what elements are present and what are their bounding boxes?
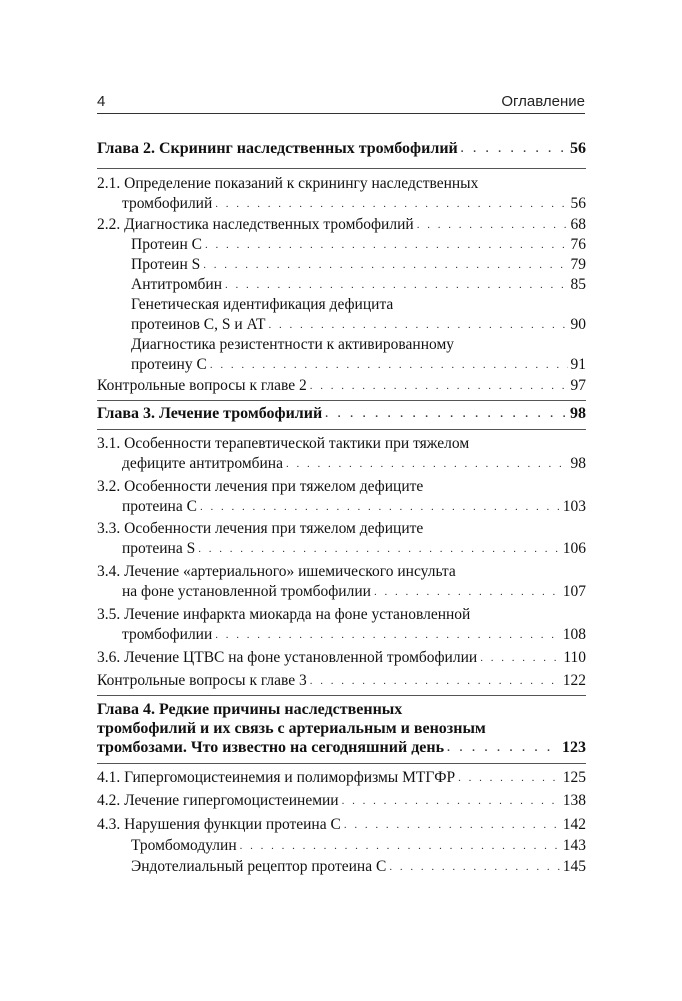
dot-leader <box>417 219 568 231</box>
dot-leader <box>374 586 560 598</box>
toc-entry-3-5[interactable]: тромбофилии . . . 108 <box>122 625 586 645</box>
toc-entry-3-4[interactable]: на фоне установленной тромбофилии . . . 107 <box>122 582 586 602</box>
toc-chapter-4-line1[interactable]: Глава 4. Редкие причины наследственных <box>97 701 403 718</box>
toc-sub-protein-s[interactable]: Протеин S . . . 79 <box>131 255 586 275</box>
toc-sub-genetic[interactable]: протеинов C, S и AT . . . 90 <box>131 315 586 335</box>
dot-leader <box>286 458 568 470</box>
chapter-rule <box>97 400 586 401</box>
header-rule <box>97 113 585 114</box>
dot-leader <box>458 772 560 784</box>
toc-sub-resistance-line1[interactable]: Диагностика резистентности к активированному <box>131 336 455 353</box>
toc-sub-epcr[interactable]: Эндотелиальный рецептор протеина C . . . 145 <box>131 857 586 877</box>
toc-sub-resistance[interactable]: протеину C . . . 91 <box>131 355 586 375</box>
toc-chapter-4-line2[interactable]: тромбофилий и их связь с артериальным и венозным <box>97 720 486 737</box>
toc-chapter-4[interactable]: тромбозами. Что известно на сегодняшний день . . . 123 <box>97 738 586 758</box>
toc-entry-4-3[interactable]: 4.3. Нарушения функции протеина C . . . 142 <box>97 815 586 835</box>
dot-leader <box>447 742 559 754</box>
chapter-rule <box>97 763 586 764</box>
dot-leader <box>268 319 567 331</box>
toc-entry-3-1[interactable]: дефиците антитромбина . . . 98 <box>122 454 586 474</box>
toc-entry-3-6[interactable]: 3.6. Лечение ЦТВС на фоне установленной тромбофилии . . . 110 <box>97 648 586 668</box>
chapter-rule <box>97 429 586 430</box>
toc-entry-4-2[interactable]: 4.2. Лечение гипергомоцистеинемии . . . 138 <box>97 791 586 811</box>
page-number: 4 <box>97 93 106 110</box>
dot-leader <box>203 259 567 271</box>
dot-leader <box>310 675 560 687</box>
toc-entry-3-5-line1[interactable]: 3.5. Лечение инфаркта миокарда на фоне установленной <box>97 606 471 623</box>
dot-leader <box>225 279 567 291</box>
toc-entry-3-2[interactable]: протеина C . . . 103 <box>122 497 586 517</box>
toc-entry-3-4-line1[interactable]: 3.4. Лечение «артериального» ишемического инсульта <box>97 563 456 580</box>
toc-sub-protein-c[interactable]: Протеин C . . . 76 <box>131 235 586 255</box>
dot-leader <box>342 795 560 807</box>
toc-questions-2[interactable]: Контрольные вопросы к главе 2 . . . 97 <box>97 376 586 396</box>
toc-sub-genetic-line1[interactable]: Генетическая идентификация дефицита <box>131 296 394 313</box>
dot-leader <box>344 819 560 831</box>
dot-leader <box>200 501 560 513</box>
toc-entry-2-2[interactable]: 2.2. Диагностика наследственных тромбофилий . . . 68 <box>97 215 586 235</box>
dot-leader <box>389 861 559 873</box>
toc-entry-3-3[interactable]: протеина S . . . 106 <box>122 539 586 559</box>
dot-leader <box>205 239 568 251</box>
toc-entry-3-1-line1[interactable]: 3.1. Особенности терапевтической тактики при тяжелом <box>97 435 470 452</box>
dot-leader <box>210 359 568 371</box>
toc-sub-thrombomodulin[interactable]: Тромбомодулин . . . 143 <box>131 836 586 856</box>
toc-entry-2-1-line1[interactable]: 2.1. Определение показаний к скринингу наследственных <box>97 175 479 192</box>
dot-leader <box>215 629 559 641</box>
dot-leader <box>310 380 568 392</box>
running-head <box>97 86 585 110</box>
toc-questions-3[interactable]: Контрольные вопросы к главе 3 . . . 122 <box>97 671 586 691</box>
toc-entry-3-2-line1[interactable]: 3.2. Особенности лечения при тяжелом дефиците <box>97 478 424 495</box>
toc-sub-antithrombin[interactable]: Антитромбин . . . 85 <box>131 275 586 295</box>
dot-leader <box>215 198 567 210</box>
dot-leader <box>198 543 560 555</box>
toc-entry-4-1[interactable]: 4.1. Гипергомоцистеинемия и полиморфизмы МТГФР . . . 125 <box>97 768 586 788</box>
toc-entry-2-1[interactable]: тромбофилий . . . 56 <box>122 194 586 214</box>
dot-leader <box>480 652 560 664</box>
dot-leader <box>461 143 567 155</box>
chapter-rule <box>97 695 586 696</box>
dot-leader <box>325 408 567 420</box>
section-title: Оглавление <box>501 93 585 110</box>
dot-leader <box>240 840 560 852</box>
chapter-rule <box>97 168 586 169</box>
toc-chapter-3[interactable]: Глава 3. Лечение тромбофилий . . . 98 <box>97 404 586 424</box>
toc-entry-3-3-line1[interactable]: 3.3. Особенности лечения при тяжелом дефиците <box>97 520 424 537</box>
toc-chapter-2[interactable]: Глава 2. Скрининг наследственных тромбофилий . . . 56 <box>97 139 586 159</box>
